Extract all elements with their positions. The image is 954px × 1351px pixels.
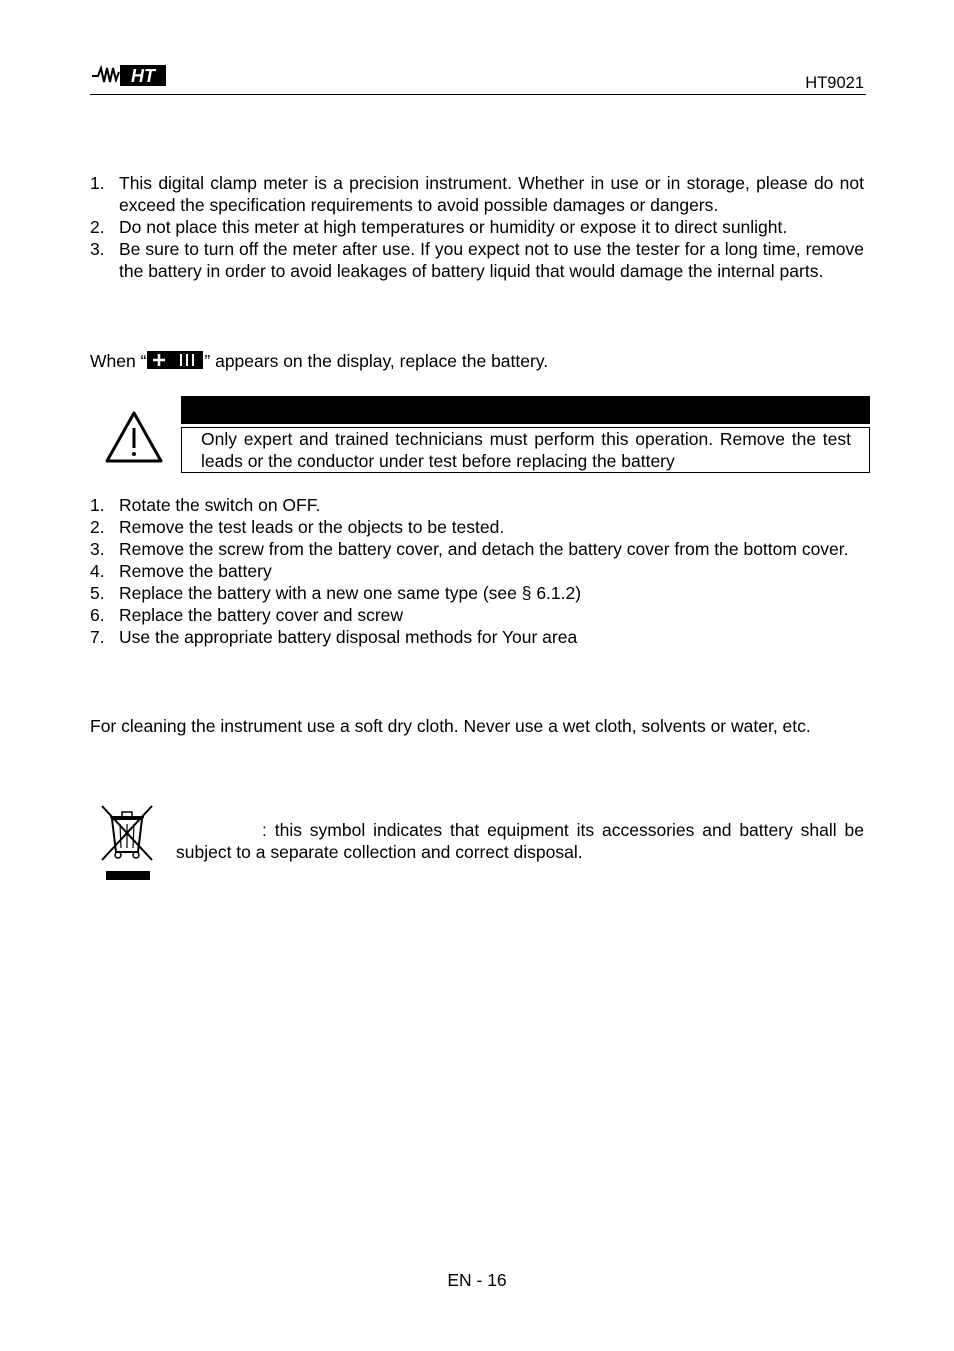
list-item: 7. Use the appropriate battery disposal methods for Your area — [90, 627, 578, 647]
ht-logo-icon — [92, 62, 170, 88]
battery-instruction: When “ ” appears on the display, replace the battery. — [90, 351, 549, 371]
list-item: 3. Be sure to turn off the meter after use. If you expect not to use the tester for a long time, remove the battery in order to avoid leakages of battery liquid that would damage the internal parts. — [90, 239, 864, 281]
warning-text: Only expert and trained technicians must perform this operation. Remove the test leads or the conductor under test before replacing the battery — [201, 429, 851, 471]
weee-paragraph: : this symbol indicates that equipment its accessories and battery shall be subject to a separate collection and correct disposal. — [176, 820, 864, 862]
care-list — [90, 172, 864, 282]
list-item: 1. This digital clamp meter is a precision instrument. Whether in use or in storage, please do not exceed the specification requirements to avoid possible damages or dangers. — [90, 173, 864, 215]
list-item: 5. Replace the battery with a new one same type (see § 6.1.2) — [90, 583, 582, 603]
list-item: 2. Remove the test leads or the objects to be tested. — [90, 517, 505, 537]
list-item: 6. Replace the battery cover and screw — [90, 605, 404, 625]
cleaning-paragraph: For cleaning the instrument use a soft dry cloth. Never use a wet cloth, solvents or water, etc. — [90, 716, 811, 736]
crossed-out-bin-icon — [98, 804, 156, 882]
battery-replacement-steps — [90, 494, 864, 648]
list-item: 3. Remove the screw from the battery cover, and detach the battery cover from the bottom cover. — [90, 539, 849, 559]
header-divider — [90, 94, 866, 95]
warning-box — [181, 427, 870, 473]
model-label: HT9021 — [805, 74, 864, 92]
list-item: 1. Rotate the switch on OFF. — [90, 495, 321, 515]
battery-low-icon — [147, 351, 203, 369]
list-item: 2. Do not place this meter at high temperatures or humidity or expose it to direct sunlight. — [90, 217, 788, 237]
brand-label: HT — [131, 66, 155, 86]
warning-triangle-icon — [104, 410, 164, 464]
page-number: EN - 16 — [447, 1270, 507, 1290]
warning-header-bar — [181, 396, 870, 424]
list-item: 4. Remove the battery — [90, 561, 272, 581]
